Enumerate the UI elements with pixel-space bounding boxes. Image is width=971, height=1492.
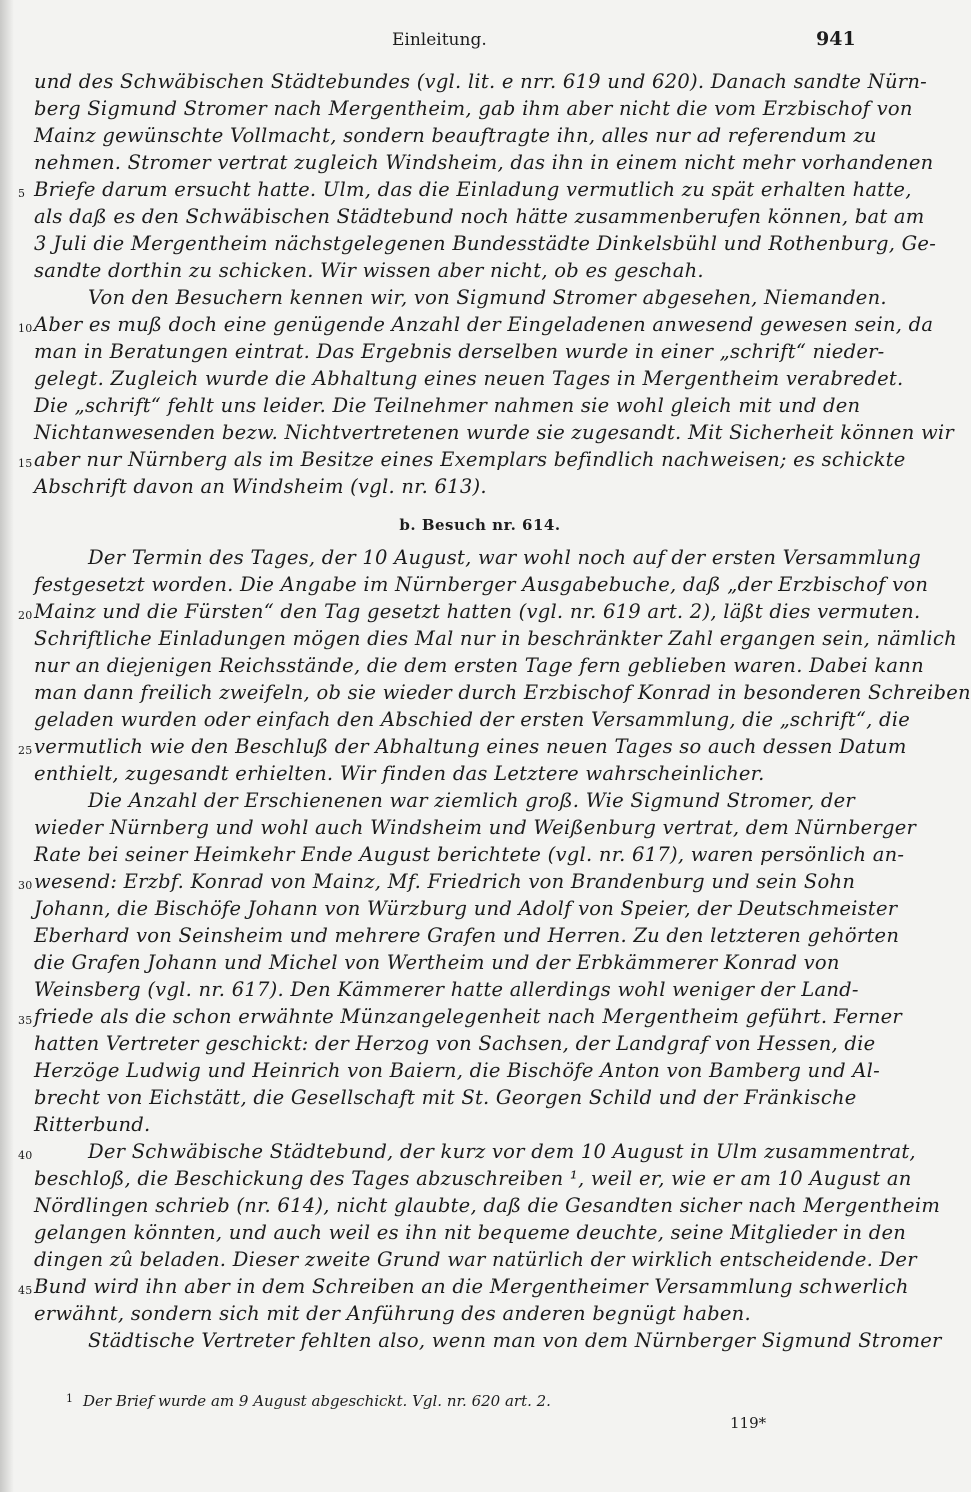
text-line: berg Sigmund Stromer nach Mergentheim, gab ihm aber nicht die vom Erzbischof von xyxy=(34,97,913,120)
text-line: Schriftliche Einladungen mögen dies Mal nur in beschränkter Zahl ergangen sein, nämlich xyxy=(34,627,957,650)
line-number: 35 xyxy=(18,1014,33,1027)
text-line: Der Termin des Tages, der 10 August, war wohl noch auf der ersten Versammlung xyxy=(88,546,922,569)
text-line: Die „schrift“ fehlt uns leider. Die Teilnehmer nahmen sie wohl gleich mit und den xyxy=(34,394,861,417)
text-line: hatten Vertreter geschickt: der Herzog von Sachsen, der Landgraf von Hessen, die xyxy=(34,1032,876,1055)
signature-mark: 119* xyxy=(730,1414,767,1432)
line-text: vermutlich wie den Beschluß der Abhaltung eines neuen Tages so auch dessen Datum xyxy=(34,735,907,758)
text-line: Städtische Vertreter fehlten also, wenn man von dem Nürnberger Sigmund Stromer xyxy=(88,1329,942,1352)
text-line: Weinsberg (vgl. nr. 617). Den Kämmerer hatte allerdings wohl weniger der Land- xyxy=(34,978,859,1001)
line-text: Mainz und die Fürsten“ den Tag gesetzt hatten (vgl. nr. 619 art. 2), läßt dies vermuten. xyxy=(34,600,921,623)
line-number: 5 xyxy=(18,187,26,200)
text-line xyxy=(0,733,907,760)
line-text: Bund wird ihn aber in dem Schreiben an die Mergentheimer Versammlung schwerlich xyxy=(34,1275,909,1298)
text-line: die Grafen Johann und Michel von Wertheim und der Erbkämmerer Konrad von xyxy=(34,951,840,974)
text-line: Herzöge Ludwig und Heinrich von Baiern, die Bischöfe Anton von Bamberg und Al- xyxy=(34,1059,880,1082)
text-line: als daß es den Schwäbischen Städtebund noch hätte zusammenberufen können, bat am xyxy=(34,205,925,228)
line-number: 45 xyxy=(18,1284,33,1297)
text-line: brecht von Eichstätt, die Gesellschaft mit St. Georgen Schild und der Fränkische xyxy=(34,1086,857,1109)
line-text: wesend: Erzbf. Konrad von Mainz, Mf. Friedrich von Brandenburg und sein Sohn xyxy=(34,870,856,893)
text-line xyxy=(0,176,912,203)
text-line: Abschrift davon an Windsheim (vgl. nr. 613). xyxy=(34,475,487,498)
line-number: 15 xyxy=(18,457,33,470)
text-line: wieder Nürnberg und wohl auch Windsheim und Weißenburg vertrat, dem Nürnberger xyxy=(34,816,917,839)
line-text: Der Schwäbische Städtebund, der kurz vor dem 10 August in Ulm zusammentrat, xyxy=(88,1140,916,1163)
text-line: geladen wurden oder einfach den Abschied der ersten Versammlung, die „schrift“, die xyxy=(34,708,911,731)
footnote xyxy=(66,1392,551,1410)
text-line: erwähnt, sondern sich mit der Anführung des anderen begnügt haben. xyxy=(34,1302,751,1325)
text-line: Johann, die Bischöfe Johann von Würzburg und Adolf von Speier, der Deutschmeister xyxy=(34,897,898,920)
text-line: man in Beratungen eintrat. Das Ergebnis derselben wurde in einer „schrift“ nieder- xyxy=(34,340,885,363)
body-text xyxy=(0,68,971,1354)
section-heading: b. Besuch nr. 614. xyxy=(399,516,561,534)
running-title: Einleitung. xyxy=(392,30,487,50)
text-line: festgesetzt worden. Die Angabe im Nürnberger Ausgabebuche, daß „der Erzbischof von xyxy=(34,573,929,596)
line-number: 25 xyxy=(18,744,33,757)
text-line: 3 Juli die Mergentheim nächstgelegenen Bundesstädte Dinkelsbühl und Rothenburg, Ge- xyxy=(34,232,937,255)
text-line: beschloß, die Beschickung des Tages abzuschreiben ¹, weil er, wie er am 10 August an xyxy=(34,1167,912,1190)
footnote-mark: 1 xyxy=(66,1392,73,1405)
text-line xyxy=(0,1003,903,1030)
text-line: nehmen. Stromer vertrat zugleich Windsheim, das ihn in einem nicht mehr vorhandenen xyxy=(34,151,934,174)
line-text: friede als die schon erwähnte Münzangelegenheit nach Mergentheim geführt. Ferner xyxy=(34,1005,903,1028)
text-line xyxy=(0,1273,909,1300)
text-line xyxy=(0,598,921,625)
text-line: Rate bei seiner Heimkehr Ende August berichtete (vgl. nr. 617), waren persönlich an- xyxy=(34,843,905,866)
text-line: man dann freilich zweifeln, ob sie wieder durch Erzbischof Konrad in besonderen Schreiben xyxy=(34,681,971,704)
text-line: Ritterbund. xyxy=(34,1113,151,1136)
line-number: 30 xyxy=(18,879,33,892)
text-line: und des Schwäbischen Städtebundes (vgl. lit. e nrr. 619 und 620). Danach sandte Nürn- xyxy=(34,70,927,93)
text-line: gelegt. Zugleich wurde die Abhaltung eines neuen Tages in Mergentheim verabredet. xyxy=(34,367,904,390)
text-line xyxy=(0,311,934,338)
line-number: 20 xyxy=(18,609,33,622)
text-line: nur an diejenigen Reichsstände, die dem ersten Tage fern geblieben waren. Dabei kann xyxy=(34,654,924,677)
text-line xyxy=(0,1138,916,1165)
line-number: 40 xyxy=(18,1149,33,1162)
text-line xyxy=(0,446,906,473)
text-line: Mainz gewünschte Vollmacht, sondern beauftragte ihn, alles nur ad referendum zu xyxy=(34,124,877,147)
text-line: Eberhard von Seinsheim und mehrere Grafen und Herren. Zu den letzteren gehörten xyxy=(34,924,900,947)
footnote-text: Der Brief wurde am 9 August abgeschickt. Vgl. nr. 620 art. 2. xyxy=(83,1392,551,1410)
text-line xyxy=(0,868,874,895)
text-line: Nördlingen schrieb (nr. 614), nicht glaubte, daß die Gesandten sicher nach Mergentheim xyxy=(34,1194,941,1217)
text-line: enthielt, zugesandt erhielten. Wir finden das Letztere wahrscheinlicher. xyxy=(34,762,765,785)
line-text: Briefe darum ersucht hatte. Ulm, das die Einladung vermutlich zu spät erhalten hatte, xyxy=(34,178,912,201)
text-line: Die Anzahl der Erschienenen war ziemlich groß. Wie Sigmund Stromer, der xyxy=(88,789,855,812)
line-number: 10 xyxy=(18,322,33,335)
text-line: gelangen könnten, und auch weil es ihn nit bequeme deuchte, seine Mitglieder in den xyxy=(34,1221,907,1244)
line-text: Aber es muß doch eine genügende Anzahl der Eingeladenen anwesend gewesen sein, da xyxy=(34,313,934,336)
page-number: 941 xyxy=(816,28,856,50)
line-text: aber nur Nürnberg als im Besitze eines Exemplars befindlich nachweisen; es schickte xyxy=(34,448,906,471)
text-line: dingen zû beladen. Dieser zweite Grund war natürlich der wirklich entscheidende. Der xyxy=(34,1248,917,1271)
text-line: Nichtanwesenden bezw. Nichtvertretenen wurde sie zugesandt. Mit Sicherheit können wir xyxy=(34,421,954,444)
text-line: sandte dorthin zu schicken. Wir wissen aber nicht, ob es geschah. xyxy=(34,259,704,282)
text-line: Von den Besuchern kennen wir, von Sigmund Stromer abgesehen, Niemanden. xyxy=(88,286,887,309)
